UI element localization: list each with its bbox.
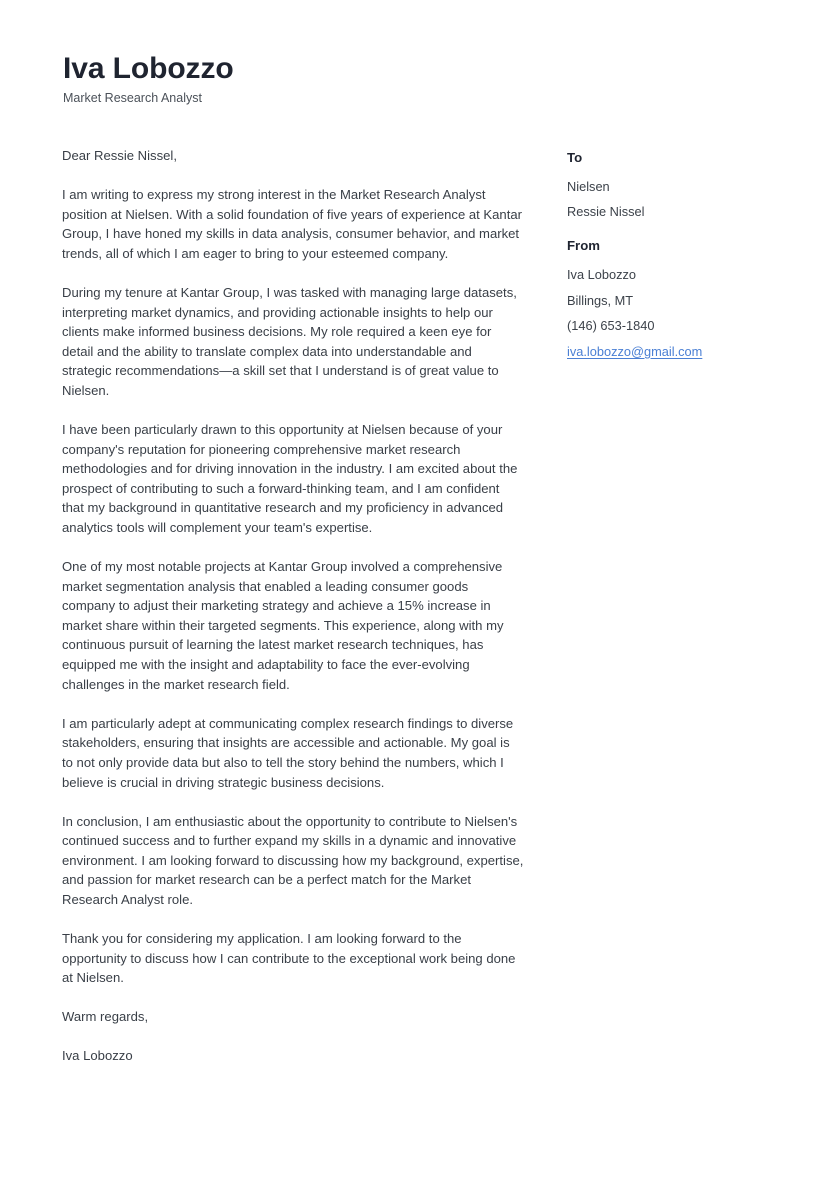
letter-paragraph: I am particularly adept at communicating complex research findings to diverse stakeholders, ensuring that insights are accessible and actionable. My goal is to not only provide data but also to tell the story behind the numbers, which I believe is crucial in driving strategic business decisions.	[62, 715, 514, 790]
candidate-name: Iva Lobozzo	[63, 52, 234, 85]
sender-email-link[interactable]: iva.lobozzo@gmail.com	[567, 343, 703, 359]
letter-body	[62, 146, 524, 1066]
candidate-job-title: Market Research Analyst	[63, 90, 202, 105]
recipient-company: Nielsen	[567, 178, 610, 194]
sender-phone: (146) 653-1840	[567, 318, 655, 334]
letter-signature: Iva Lobozzo	[62, 1048, 133, 1064]
letter-paragraph: I have been particularly drawn to this opportunity at Nielsen because of your company's reputation for pioneering comprehensive market research methodologies and for driving innovation in the industry. I am excited about the prospect of contributing to such a forward-thinking team, and I am confident that my background in quantitative research and my proficiency in advanced analytics tools will complement your team's expertise.	[62, 422, 518, 535]
sender-name: Iva Lobozzo	[567, 267, 637, 283]
letter-salutation: Dear Ressie Nissel,	[62, 148, 177, 163]
letter-paragraph: Thank you for considering my application. I am looking forward to the opportunity to discuss how I can contribute to the exceptional work being done at Nielsen.	[62, 931, 516, 986]
letter-header	[63, 52, 543, 106]
sender-location: Billings, MT	[567, 292, 634, 308]
letter-paragraph: During my tenure at Kantar Group, I was tasked with managing large datasets, interpreting market dynamics, and providing actionable insights to help our clients make informed business decisions. My role required a keen eye for detail and the ability to translate complex data into understandable and strategic recommendations—a skill set that I understand is of great value to Nielsen.	[62, 284, 517, 398]
letter-paragraph: One of my most notable projects at Kantar Group involved a comprehensive market segmentation analysis that enabled a leading consumer goods company to adjust their marketing strategy and achieve a 15% increase in market share within their targeted segments. This experience, along with my continuous pursuit of learning the latest market research techniques, has equipped me with the insight and adaptability to face the ever-evolving challenges in the market research field.	[62, 559, 504, 692]
letter-paragraph: I am writing to express my strong interest in the Market Research Analyst position at Nielsen. With a solid foundation of five years of experience at Kantar Group, I have honed my skills in data analysis, consumer behavior, and market trends, all of which I am eager to bring to your esteemed company.	[62, 187, 522, 261]
letter-paragraph: In conclusion, I am enthusiastic about the opportunity to contribute to Nielsen's continued success and to further expand my skills in a dynamic and innovative environment. I am looking forward to discussing how my background, expertise, and passion for market research can be a perfect match for the Market Research Analyst role.	[62, 813, 524, 907]
sidebar-from-block	[567, 238, 787, 359]
letter-sidebar	[567, 150, 787, 378]
letter-closing: Warm regards,	[62, 1009, 149, 1025]
sender-email-row	[567, 344, 787, 360]
recipient-name: Ressie Nissel	[567, 204, 645, 220]
sidebar-to-block	[567, 150, 787, 220]
sidebar-to-heading: To	[567, 150, 583, 165]
sidebar-from-heading: From	[567, 238, 600, 254]
